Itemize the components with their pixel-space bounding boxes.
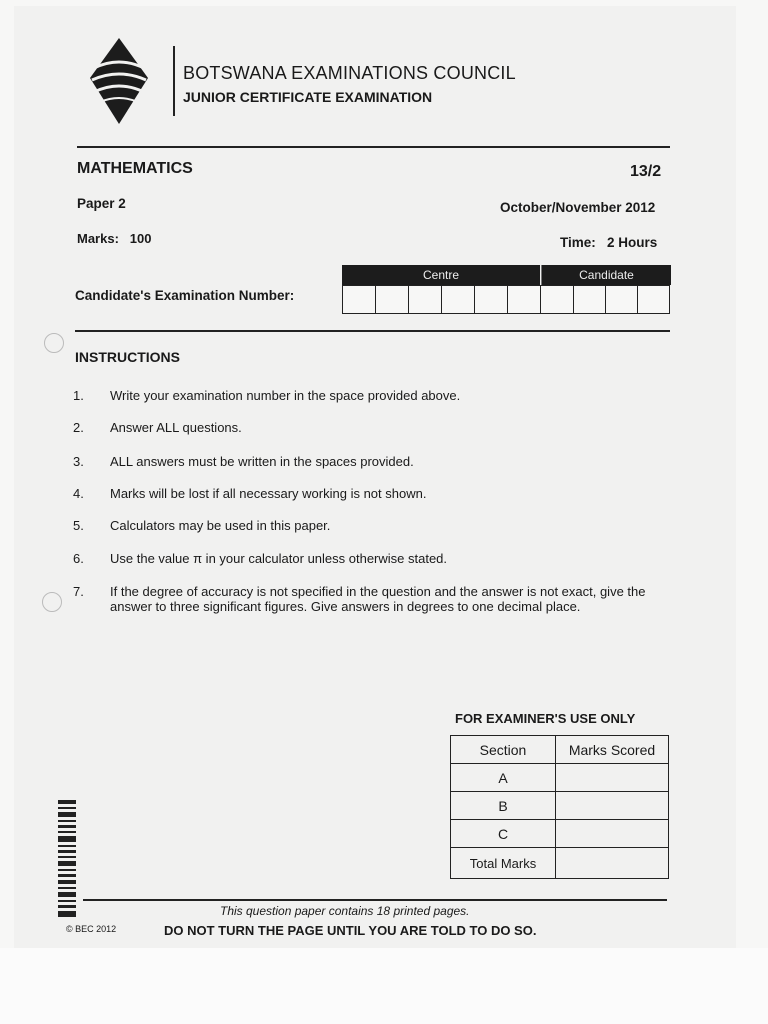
marks-cell[interactable] xyxy=(556,764,669,792)
centre-digit-box[interactable] xyxy=(342,285,376,314)
instruction-text: Calculators may be used in this paper. xyxy=(110,518,331,533)
marks-cell[interactable] xyxy=(556,792,669,820)
section-column-header: Section xyxy=(451,736,556,764)
exam-name: JUNIOR CERTIFICATE EXAMINATION xyxy=(183,89,433,105)
page-count-note: This question paper contains 18 printed pages. xyxy=(220,904,470,918)
copyright: © BEC 2012 xyxy=(66,924,117,934)
subject-title: MATHEMATICS xyxy=(77,160,193,177)
total-marks: Marks: 100 xyxy=(77,231,152,246)
instruction-number: 1. xyxy=(73,388,84,403)
instruction-number: 2. xyxy=(73,420,84,435)
section-label: A xyxy=(451,764,556,792)
centre-digit-box[interactable] xyxy=(441,285,475,314)
centre-digit-box[interactable] xyxy=(375,285,409,314)
page-margin xyxy=(0,948,768,1024)
exam-session: October/November 2012 xyxy=(500,200,656,215)
instruction-number: 3. xyxy=(73,454,84,469)
paper-number: Paper 2 xyxy=(77,196,126,211)
footer-rule xyxy=(83,899,667,901)
instruction-number: 4. xyxy=(73,486,84,501)
instruction-text: Write your examination number in the space provided above. xyxy=(110,388,461,403)
barcode-icon xyxy=(58,800,76,918)
instruction-text: If the degree of accuracy is not specified in the question and the answer is not exact, give the answer to three significant figures. Give answers in degrees to one decimal place. xyxy=(110,584,646,614)
instruction-text: Answer ALL questions. xyxy=(110,420,242,435)
instruction-text: ALL answers must be written in the spaces provided. xyxy=(110,454,414,469)
do-not-turn-warning: DO NOT TURN THE PAGE UNTIL YOU ARE TOLD TO DO SO. xyxy=(164,923,537,938)
hole-punch-mark xyxy=(42,592,62,612)
section-rule xyxy=(75,330,670,332)
total-marks-cell[interactable] xyxy=(556,848,669,879)
examiner-use-title: FOR EXAMINER'S USE ONLY xyxy=(455,711,636,726)
section-label: C xyxy=(451,820,556,848)
marks-column-header: Marks Scored xyxy=(556,736,669,764)
section-label: B xyxy=(451,792,556,820)
centre-header: Centre xyxy=(342,265,540,285)
centre-digit-box[interactable] xyxy=(408,285,442,314)
council-name: BOTSWANA EXAMINATIONS COUNCIL xyxy=(183,63,516,83)
exam-duration: Time: 2 Hours xyxy=(560,235,658,250)
bec-logo-icon xyxy=(88,38,150,124)
candidate-number-label: Candidate's Examination Number: xyxy=(75,288,295,303)
instruction-number: 7. xyxy=(73,584,84,599)
centre-digit-box[interactable] xyxy=(474,285,508,314)
candidate-header: Candidate xyxy=(541,265,671,285)
total-marks-label: Total Marks xyxy=(451,848,556,879)
candidate-digit-box[interactable] xyxy=(637,285,670,314)
instruction-text: Use the value π in your calculator unless otherwise stated. xyxy=(110,551,448,566)
examiner-marks-table xyxy=(450,735,669,879)
instruction-text: Marks will be lost if all necessary working is not shown. xyxy=(110,486,427,501)
candidate-digit-box[interactable] xyxy=(540,285,574,314)
instruction-number: 6. xyxy=(73,551,84,566)
instruction-number: 5. xyxy=(73,518,84,533)
candidate-number-grid xyxy=(342,265,670,315)
marks-cell[interactable] xyxy=(556,820,669,848)
centre-digit-box[interactable] xyxy=(507,285,541,314)
hole-punch-mark xyxy=(44,333,64,353)
candidate-digit-box[interactable] xyxy=(605,285,638,314)
header-rule xyxy=(77,146,670,148)
candidate-digit-box[interactable] xyxy=(573,285,606,314)
paper-code: 13/2 xyxy=(630,163,662,180)
header-divider xyxy=(173,46,175,116)
instructions-title: INSTRUCTIONS xyxy=(75,349,180,365)
